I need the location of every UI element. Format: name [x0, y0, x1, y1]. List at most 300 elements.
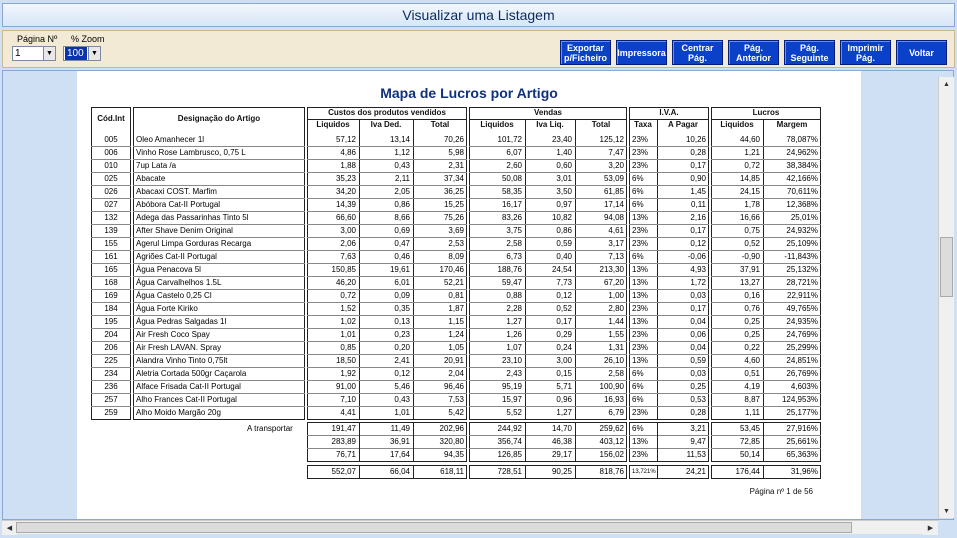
row-divider — [91, 341, 131, 342]
summary-cell: 36,91 — [389, 437, 410, 446]
table-cell: 6% — [632, 395, 644, 404]
row-divider — [133, 315, 305, 316]
table-cell: 16,93 — [603, 395, 624, 404]
table-cell: 23% — [632, 304, 649, 313]
row-divider — [711, 276, 821, 277]
table-cell: 6,01 — [394, 278, 410, 287]
row-divider — [307, 315, 467, 316]
header-designacao: Designação do Artigo — [177, 114, 261, 123]
table-cell: 10,82 — [551, 213, 572, 222]
table-cell: 0,15 — [556, 369, 572, 378]
table-cell: 0,11 — [691, 200, 706, 209]
table-cell: 150,85 — [331, 265, 356, 274]
row-divider — [91, 172, 131, 173]
table-cell: 49,765% — [786, 304, 818, 313]
row-divider — [629, 185, 709, 186]
scroll-left-icon[interactable]: ◀ — [2, 521, 17, 535]
table-cell: 0,46 — [394, 252, 410, 261]
table-cell: Aletria Cortada 500gr Caçarola — [136, 369, 247, 378]
row-divider — [91, 406, 131, 407]
grand-total-cell: 728,51 — [497, 467, 522, 476]
table-cell: 3,00 — [556, 356, 572, 365]
table-cell: 2,28 — [506, 304, 522, 313]
row-divider — [711, 393, 821, 394]
table-cell: Alface Frisada Cat-II Portugal — [136, 382, 241, 391]
row-divider — [629, 328, 709, 329]
column-divider — [413, 465, 414, 479]
table-cell: 1,07 — [506, 343, 522, 352]
grand-total-cell: 24,21 — [685, 467, 706, 476]
table-cell: 38,384% — [786, 161, 818, 170]
horizontal-scrollbar[interactable] — [2, 520, 938, 534]
table-cell: 204 — [104, 330, 118, 339]
table-cell: 42,166% — [786, 174, 818, 183]
table-cell: 46,20 — [335, 278, 356, 287]
row-divider — [91, 354, 131, 355]
row-divider — [307, 250, 467, 251]
header-divider — [629, 119, 709, 120]
row-divider — [469, 211, 627, 212]
summary-cell: 403,12 — [599, 437, 624, 446]
row-divider — [711, 159, 821, 160]
summary-cell: 14,70 — [551, 424, 572, 433]
table-cell: 23% — [632, 226, 649, 235]
table-cell: 13,27 — [739, 278, 760, 287]
table-cell: 24,851% — [786, 356, 818, 365]
table-cell: 1,01 — [394, 408, 410, 417]
table-cell: 1,88 — [340, 161, 356, 170]
table-cell: 13% — [632, 317, 649, 326]
table-cell: 24,15 — [739, 187, 760, 196]
table-cell: Air Fresh Coco Spay — [136, 330, 210, 339]
row-divider — [629, 146, 709, 147]
subheader: Taxa — [634, 120, 652, 129]
table-cell: 94,08 — [603, 213, 624, 222]
table-cell: 16,17 — [501, 200, 522, 209]
table-cell: After Shave Denim Original — [136, 226, 233, 235]
table-cell: 34,20 — [335, 187, 356, 196]
table-cell: 1,92 — [340, 369, 356, 378]
row-divider — [133, 250, 305, 251]
row-divider — [469, 315, 627, 316]
table-cell: 37,34 — [443, 174, 464, 183]
table-cell: 24,935% — [786, 317, 818, 326]
row-divider — [91, 198, 131, 199]
row-divider — [469, 185, 627, 186]
summary-cell: 11,49 — [390, 424, 410, 433]
next-page-button[interactable]: Pág. Seguinte — [784, 40, 835, 65]
column-divider — [525, 119, 526, 419]
table-cell: 7,63 — [340, 252, 356, 261]
row-divider — [307, 328, 467, 329]
table-cell: 2,43 — [506, 369, 522, 378]
row-divider — [133, 198, 305, 199]
table-cell: Air Fresh LAVAN. Spray — [136, 343, 222, 352]
table-cell: 0,59 — [556, 239, 572, 248]
column-divider — [575, 465, 576, 479]
table-cell: Agriões Cat-II Portugal — [136, 252, 217, 261]
table-cell: Alho Frances Cat-II Portugal — [136, 395, 237, 404]
column-divider — [359, 465, 360, 479]
table-cell: 1,21 — [744, 148, 760, 157]
summary-cell: 356,74 — [497, 437, 522, 446]
vertical-scrollbar[interactable] — [938, 77, 954, 518]
column-divider — [359, 422, 360, 462]
table-cell: 195 — [104, 317, 118, 326]
table-cell: 3,69 — [448, 226, 464, 235]
table-cell: 132 — [104, 213, 118, 222]
table-cell: 23% — [632, 343, 649, 352]
row-divider — [711, 211, 821, 212]
table-cell: 25,109% — [786, 239, 818, 248]
table-cell: 52,21 — [443, 278, 464, 287]
table-cell: 0,47 — [394, 239, 410, 248]
table-cell: 161 — [104, 252, 118, 261]
table-cell: 7,10 — [340, 395, 356, 404]
row-divider — [711, 289, 821, 290]
row-divider — [91, 159, 131, 160]
row-divider — [469, 159, 627, 160]
table-cell: 3,01 — [556, 174, 572, 183]
table-cell: -11,843% — [784, 252, 818, 261]
row-divider — [307, 354, 467, 355]
table-cell: 0,17 — [690, 226, 706, 235]
row-divider — [133, 185, 305, 186]
table-cell: 213,30 — [599, 265, 624, 274]
table-cell: 83,26 — [501, 213, 522, 222]
table-cell: 1,11 — [745, 408, 760, 417]
chevron-down-icon[interactable]: ▼ — [43, 47, 55, 60]
row-divider — [711, 263, 821, 264]
row-divider — [629, 250, 709, 251]
table-cell: 1,44 — [608, 317, 624, 326]
row-divider — [133, 224, 305, 225]
header-divider — [307, 119, 467, 120]
table-cell: 7,53 — [448, 395, 464, 404]
row-divider — [629, 237, 709, 238]
summary-cell: 6% — [632, 424, 644, 433]
table-cell: 24,54 — [551, 265, 572, 274]
table-cell: 13,14 — [389, 135, 410, 144]
table-cell: 28,721% — [786, 278, 818, 287]
transport-label: A transportar — [247, 424, 293, 433]
scroll-down-icon[interactable]: ▼ — [939, 504, 954, 518]
table-cell: 0,03 — [690, 369, 706, 378]
previous-page-button[interactable]: Pág. Anterior — [728, 40, 779, 65]
row-divider — [91, 263, 131, 264]
table-cell: 18,50 — [335, 356, 356, 365]
table-cell: 23% — [632, 330, 649, 339]
table-cell: 0,51 — [744, 369, 760, 378]
table-cell: 0,52 — [556, 304, 572, 313]
back-button[interactable]: Voltar — [896, 40, 947, 65]
table-cell: 20,91 — [443, 356, 464, 365]
row-divider — [469, 250, 627, 251]
table-cell: 7up Lata /a — [136, 161, 177, 170]
row-divider — [133, 341, 305, 342]
table-cell: 53,09 — [603, 174, 624, 183]
page-number-label: Página Nº — [17, 34, 58, 44]
table-cell: 2,05 — [394, 187, 410, 196]
printer-button[interactable]: Impressora — [616, 40, 667, 65]
table-cell: 3,20 — [608, 161, 624, 170]
table-cell: 3,00 — [340, 226, 356, 235]
table-cell: 70,611% — [787, 187, 818, 196]
table-cell: 0,04 — [690, 343, 706, 352]
table-cell: 7,73 — [556, 278, 572, 287]
table-cell: 6% — [632, 200, 644, 209]
table-cell: 24,932% — [786, 226, 818, 235]
center-page-button[interactable]: Centrar Pág. — [672, 40, 723, 65]
table-cell: 17,14 — [603, 200, 624, 209]
table-cell: 168 — [104, 278, 118, 287]
row-divider — [133, 328, 305, 329]
table-cell: 0,23 — [394, 330, 410, 339]
page-number-select[interactable]: 1 ▼ — [12, 46, 56, 61]
table-cell: 259 — [104, 408, 118, 417]
row-divider — [307, 237, 467, 238]
table-cell: 22,911% — [787, 291, 818, 300]
table-cell: Abóbora Cat-II Portugal — [136, 200, 221, 209]
table-cell: 0,43 — [394, 395, 410, 404]
table-cell: 206 — [104, 343, 118, 352]
table-cell: 57,12 — [335, 135, 356, 144]
summary-cell: 11,53 — [686, 450, 706, 459]
column-divider — [575, 119, 576, 419]
table-cell: 0,28 — [690, 148, 706, 157]
subheader: A Pagar — [668, 120, 698, 129]
table-cell: 91,00 — [335, 382, 356, 391]
table-cell: 61,85 — [603, 187, 624, 196]
table-cell: 78,087% — [786, 135, 818, 144]
table-cell: 1,40 — [556, 148, 572, 157]
table-cell: 4,19 — [744, 382, 760, 391]
row-divider — [711, 250, 821, 251]
grand-total-cell: 31,96% — [790, 467, 818, 476]
row-divider — [629, 224, 709, 225]
table-cell: 1,78 — [744, 200, 760, 209]
table-cell: 66,60 — [335, 213, 356, 222]
table-cell: 59,47 — [501, 278, 522, 287]
row-divider — [133, 289, 305, 290]
row-divider — [91, 224, 131, 225]
table-cell: 1,31 — [608, 343, 624, 352]
summary-cell: 3,21 — [690, 424, 706, 433]
table-cell: 5,98 — [448, 148, 464, 157]
row-divider — [629, 302, 709, 303]
row-divider — [133, 367, 305, 368]
row-divider — [91, 250, 131, 251]
grand-total-cell: 818,76 — [599, 467, 624, 476]
row-divider — [91, 328, 131, 329]
table-cell: 4,93 — [690, 265, 706, 274]
table-cell: 25,299% — [786, 343, 818, 352]
row-divider — [307, 224, 467, 225]
row-divider — [711, 146, 821, 147]
row-divider — [629, 354, 709, 355]
row-divider — [91, 289, 131, 290]
row-divider — [629, 315, 709, 316]
subheader: Liquidos — [720, 120, 754, 129]
table-cell: 1,52 — [340, 304, 356, 313]
table-cell: -0,90 — [741, 252, 760, 261]
table-cell: 15,25 — [443, 200, 464, 209]
table-cell: 0,17 — [690, 161, 706, 170]
table-cell: 0,52 — [744, 239, 760, 248]
table-cell: 95,19 — [501, 382, 522, 391]
table-cell: 0,22 — [744, 343, 760, 352]
table-cell: 0,25 — [744, 330, 760, 339]
row-divider — [469, 289, 627, 290]
row-divider — [91, 315, 131, 316]
row-divider — [133, 406, 305, 407]
row-divider — [711, 224, 821, 225]
summary-cell: 27,916% — [786, 424, 818, 433]
scroll-up-icon[interactable]: ▲ — [939, 77, 954, 91]
table-cell: 0,12 — [690, 239, 706, 248]
table-cell: 0,75 — [744, 226, 760, 235]
table-cell: 5,52 — [506, 408, 522, 417]
horizontal-scroll-thumb[interactable] — [16, 522, 852, 533]
table-cell: 24,769% — [786, 330, 818, 339]
toolbar — [2, 30, 955, 68]
table-cell: 0,86 — [394, 200, 410, 209]
row-divider — [711, 198, 821, 199]
row-divider — [91, 211, 131, 212]
table-cell: 0,24 — [556, 343, 572, 352]
summary-cell: 283,89 — [331, 437, 356, 446]
table-cell: 027 — [104, 200, 118, 209]
table-cell: 5,71 — [556, 382, 572, 391]
summary-cell: 259,62 — [599, 424, 624, 433]
table-cell: 3,50 — [556, 187, 572, 196]
vertical-scroll-thumb[interactable] — [940, 237, 953, 297]
chevron-down-icon[interactable]: ▼ — [88, 47, 100, 60]
row-divider — [711, 341, 821, 342]
table-cell: 0,76 — [744, 304, 760, 313]
table-cell: 1,02 — [340, 317, 356, 326]
table-cell: 0,53 — [690, 395, 706, 404]
summary-cell: 23% — [632, 450, 649, 459]
row-divider — [469, 263, 627, 264]
export-file-button[interactable]: Exportar p/Ficheiro — [560, 40, 611, 65]
table-cell: 0,35 — [394, 304, 410, 313]
grand-total-cell: 66,04 — [389, 467, 410, 476]
table-cell: Alho Moido Margão 20g — [136, 408, 221, 417]
row-divider — [711, 302, 821, 303]
table-cell: 2,41 — [394, 356, 410, 365]
table-cell: 13% — [632, 278, 649, 287]
table-cell: 0,69 — [394, 226, 410, 235]
table-cell: 155 — [104, 239, 118, 248]
table-cell: 0,17 — [690, 304, 706, 313]
row-divider — [469, 146, 627, 147]
row-divider — [307, 289, 467, 290]
row-divider — [629, 276, 709, 277]
subheader: Liquidos — [480, 120, 514, 129]
grand-total-cell: 13,721% — [632, 469, 656, 475]
table-cell: 6% — [632, 252, 644, 261]
table-cell: 170,46 — [439, 265, 464, 274]
row-divider — [629, 198, 709, 199]
row-divider — [133, 146, 305, 147]
table-cell: 1,24 — [448, 330, 464, 339]
table-cell: 1,15 — [448, 317, 464, 326]
table-cell: 6,73 — [506, 252, 522, 261]
table-cell: 0,29 — [556, 330, 572, 339]
row-divider — [629, 380, 709, 381]
subheader: Margem — [776, 120, 808, 129]
row-divider — [711, 367, 821, 368]
table-cell: 8,87 — [744, 395, 760, 404]
table-cell: 0,85 — [340, 343, 356, 352]
table-cell: 10,26 — [685, 135, 706, 144]
row-divider — [133, 172, 305, 173]
zoom-select[interactable]: 100 ▼ — [63, 46, 101, 61]
summary-cell: 202,96 — [439, 424, 464, 433]
table-cell: 139 — [104, 226, 118, 235]
header-lucros: Lucros — [752, 108, 780, 117]
table-cell: 7,13 — [608, 252, 624, 261]
scroll-right-icon[interactable]: ▶ — [923, 521, 938, 535]
table-cell: 1,12 — [394, 148, 410, 157]
table-cell: 026 — [104, 187, 118, 196]
table-cell: 35,23 — [335, 174, 356, 183]
table-cell: 125,12 — [599, 135, 624, 144]
table-cell: 2,11 — [395, 174, 410, 183]
header-divider — [469, 119, 627, 120]
table-cell: 4,61 — [608, 226, 624, 235]
table-cell: 25,132% — [786, 265, 818, 274]
grand-total-cell: 176,44 — [735, 467, 760, 476]
table-cell: 13% — [632, 356, 649, 365]
table-cell: 23,10 — [501, 356, 522, 365]
row-divider — [133, 354, 305, 355]
table-cell: Alandra Vinho Tinto 0,75lt — [136, 356, 228, 365]
table-cell: Oleo Amanhecer 1l — [136, 135, 205, 144]
table-cell: Água Penacova 5l — [136, 265, 201, 274]
table-cell: 0,04 — [690, 317, 706, 326]
table-cell: 13% — [632, 213, 649, 222]
table-cell: 75,26 — [443, 213, 464, 222]
row-divider — [91, 146, 131, 147]
table-cell: 12,368% — [786, 200, 818, 209]
summary-cell: 320,80 — [439, 437, 464, 446]
print-page-button[interactable]: Imprimir Pág. — [840, 40, 891, 65]
table-cell: 257 — [104, 395, 118, 404]
row-divider — [469, 198, 627, 199]
table-cell: 13% — [632, 291, 649, 300]
table-cell: 0,16 — [744, 291, 760, 300]
table-cell: 4,60 — [744, 356, 760, 365]
table-cell: 0,43 — [394, 161, 410, 170]
table-cell: 1,87 — [448, 304, 464, 313]
grand-total-cell: 618,11 — [440, 467, 464, 476]
report-viewport — [2, 70, 954, 520]
summary-cell: 53,45 — [739, 424, 760, 433]
table-cell: 70,26 — [443, 135, 464, 144]
column-divider — [763, 465, 764, 479]
table-cell: 23% — [632, 239, 649, 248]
row-divider — [711, 237, 821, 238]
table-cell: Vinho Rose Lambrusco, 0,75 L — [136, 148, 246, 157]
page-footer: Página nº 1 de 56 — [749, 487, 813, 496]
table-cell: 236 — [104, 382, 118, 391]
row-divider — [469, 380, 627, 381]
table-cell: 1,00 — [608, 291, 624, 300]
summary-cell: 25,661% — [786, 437, 818, 446]
summary-cell: 94,35 — [443, 450, 464, 459]
